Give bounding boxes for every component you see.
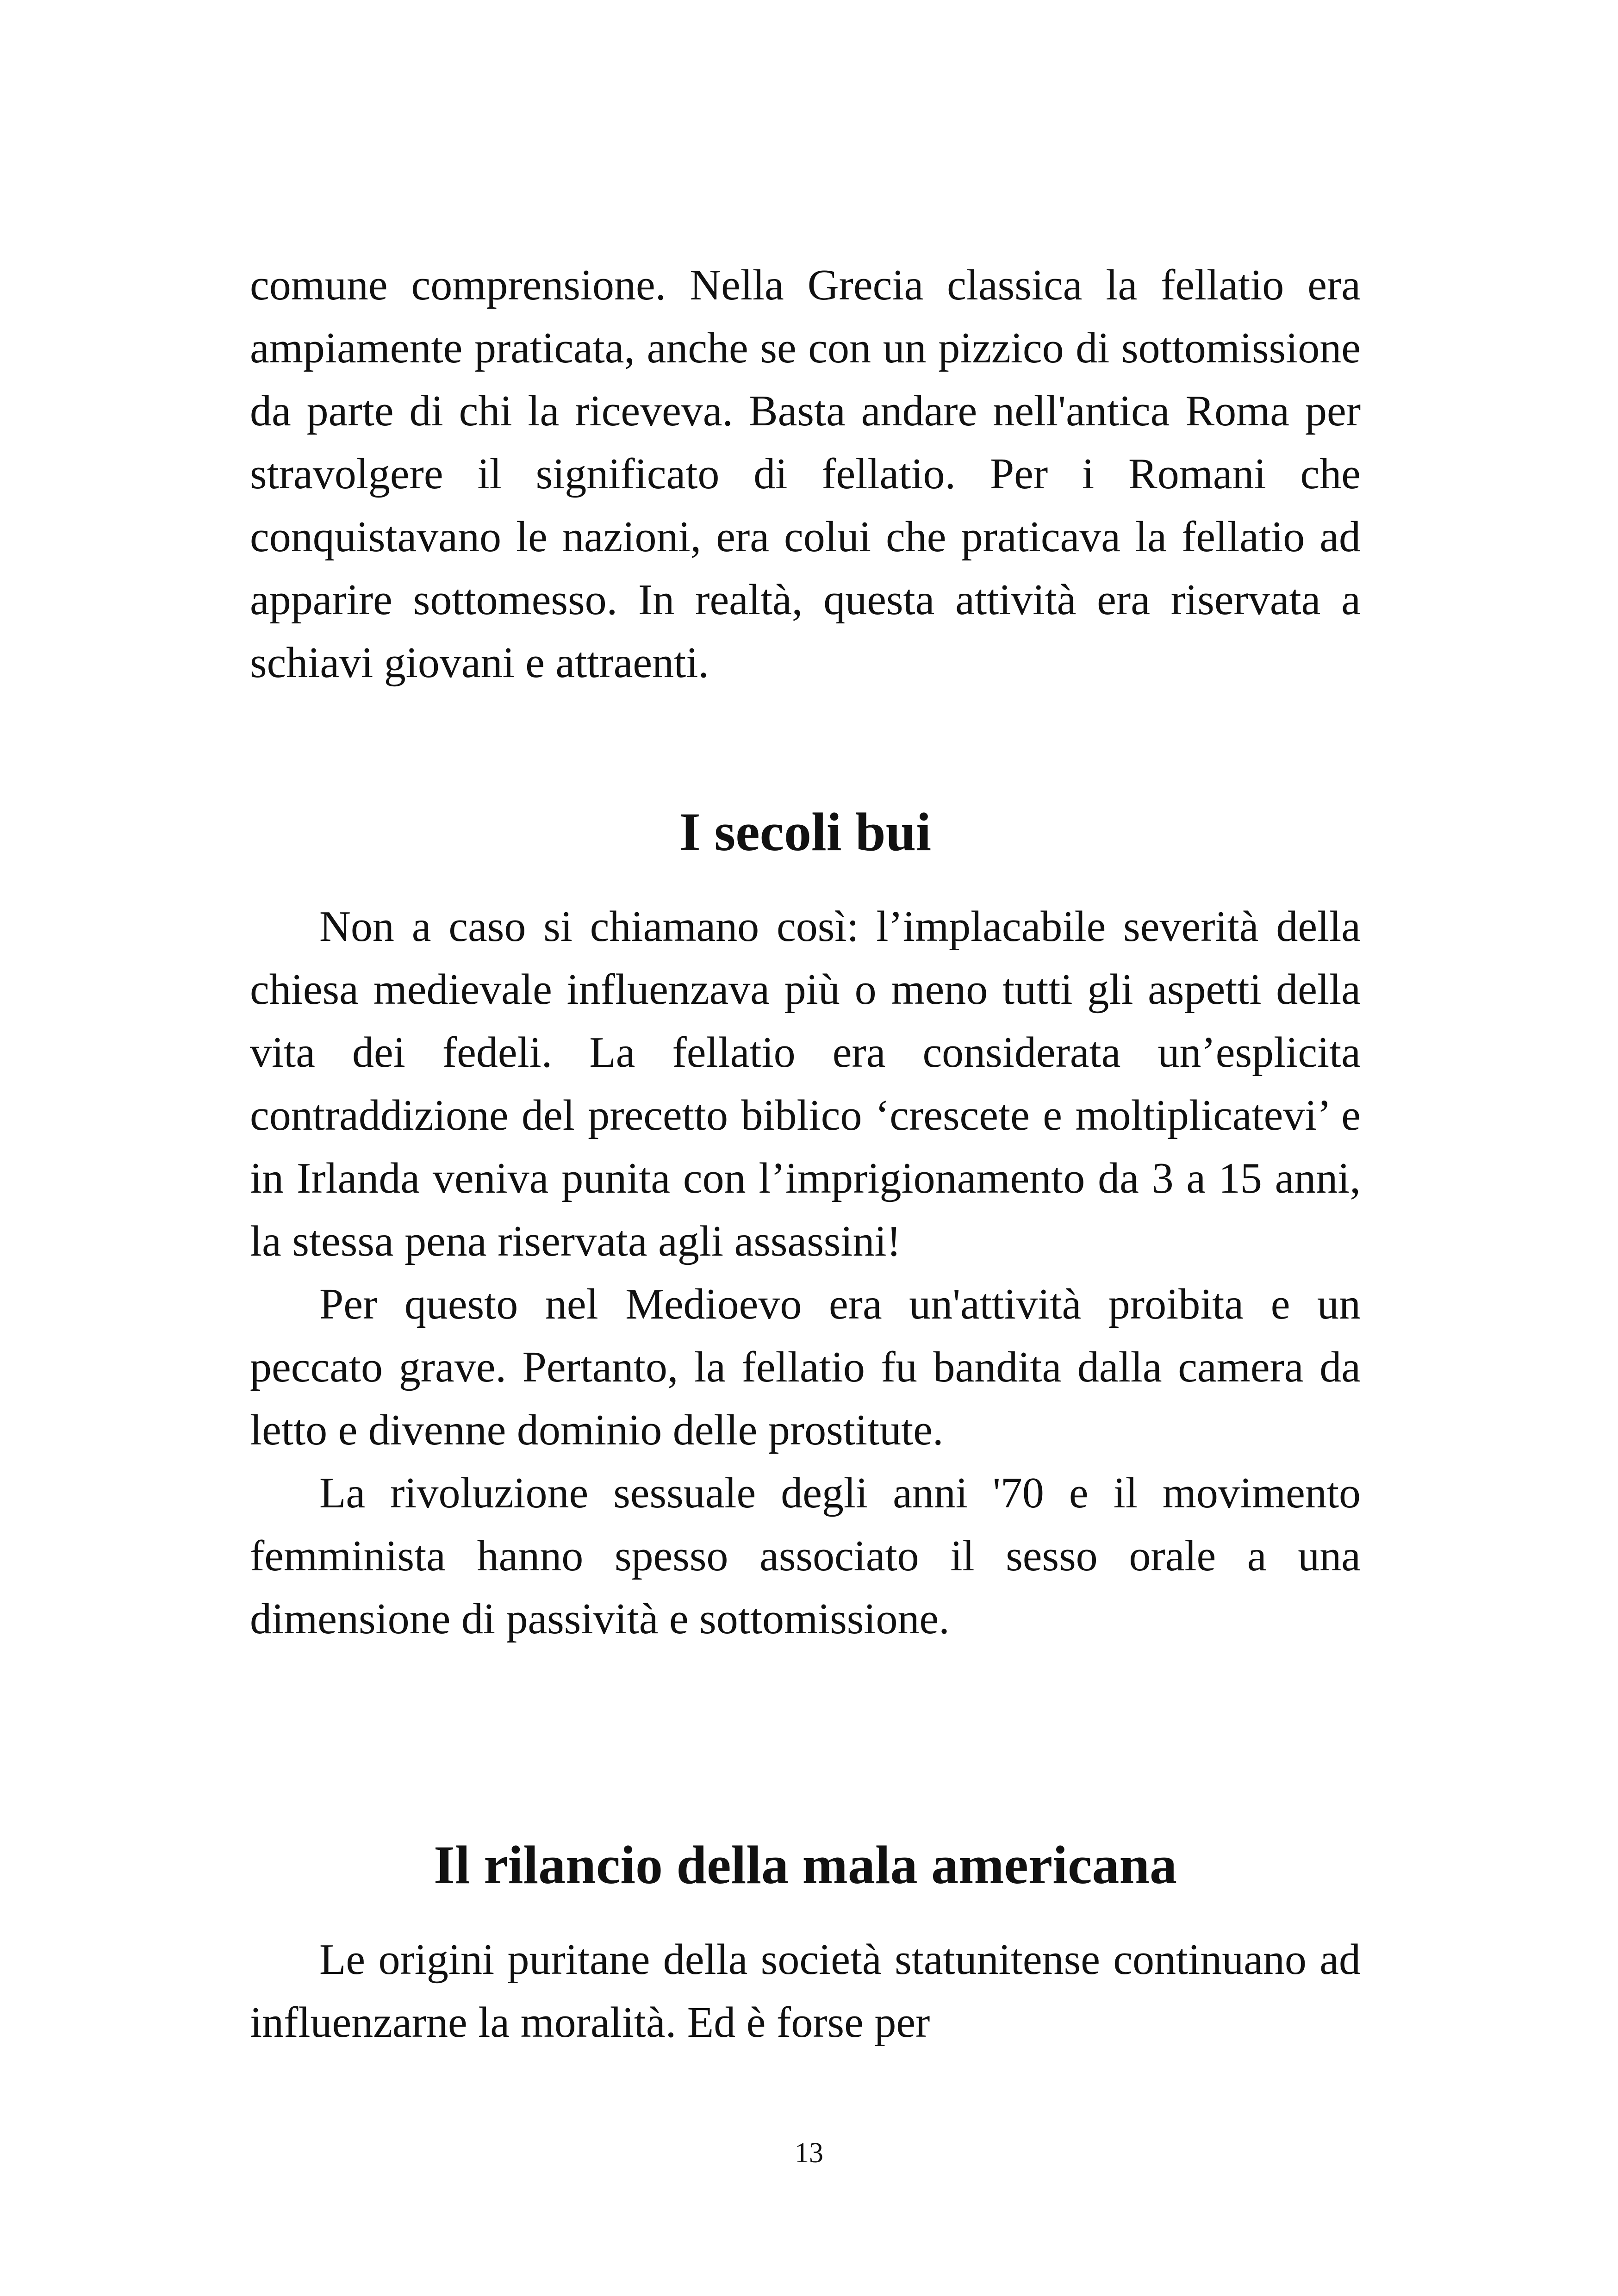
opening-text-block [250, 254, 1361, 694]
section-secoli-bui-text [250, 895, 1361, 1650]
section-rilancio-text [250, 1928, 1361, 2054]
section-heading-secoli-bui: I secoli bui [679, 802, 932, 862]
paragraph: Non a caso si chiamano così: l’implacabile severità della chiesa medievale influenzava più o meno tutti gli aspetti della vita dei fedeli. La fellatio era considerata un’esplicita contraddizione del precetto biblico ‘crescete e moltiplicatevi’ e in Irlanda veniva punita con l’imprigionamento da 3 a 15 anni, la stessa pena riservata agli assassini! [250, 902, 1361, 1265]
paragraph: Per questo nel Medioevo era un'attività proibita e un peccato grave. Pertanto, la fellatio fu bandita dalla camera da letto e divenne dominio delle prostitute. [250, 1280, 1361, 1454]
page-number: 13 [795, 2137, 823, 2169]
paragraph: La rivoluzione sessuale degli anni '70 e il movimento femminista hanno spesso associato il sesso orale a una dimensione di passività e sottomissione. [250, 1469, 1361, 1643]
section-heading-rilancio: Il rilancio della mala americana [434, 1835, 1177, 1895]
paragraph: comune comprensione. Nella Grecia classica la fellatio era ampiamente praticata, anche se con un pizzico di sottomissione da parte di chi la riceveva. Basta andare nell'antica Roma per stravolgere il significato di fellatio. Per i Romani che conquistavano le nazioni, era colui che praticava la fellatio ad apparire sottomesso. In realtà, questa attività era riservata a schiavi giovani e attraenti. [250, 261, 1361, 687]
paragraph: Le origini puritane della società statunitense continuano ad influenzarne la moralità. Ed è forse per [250, 1935, 1361, 2047]
